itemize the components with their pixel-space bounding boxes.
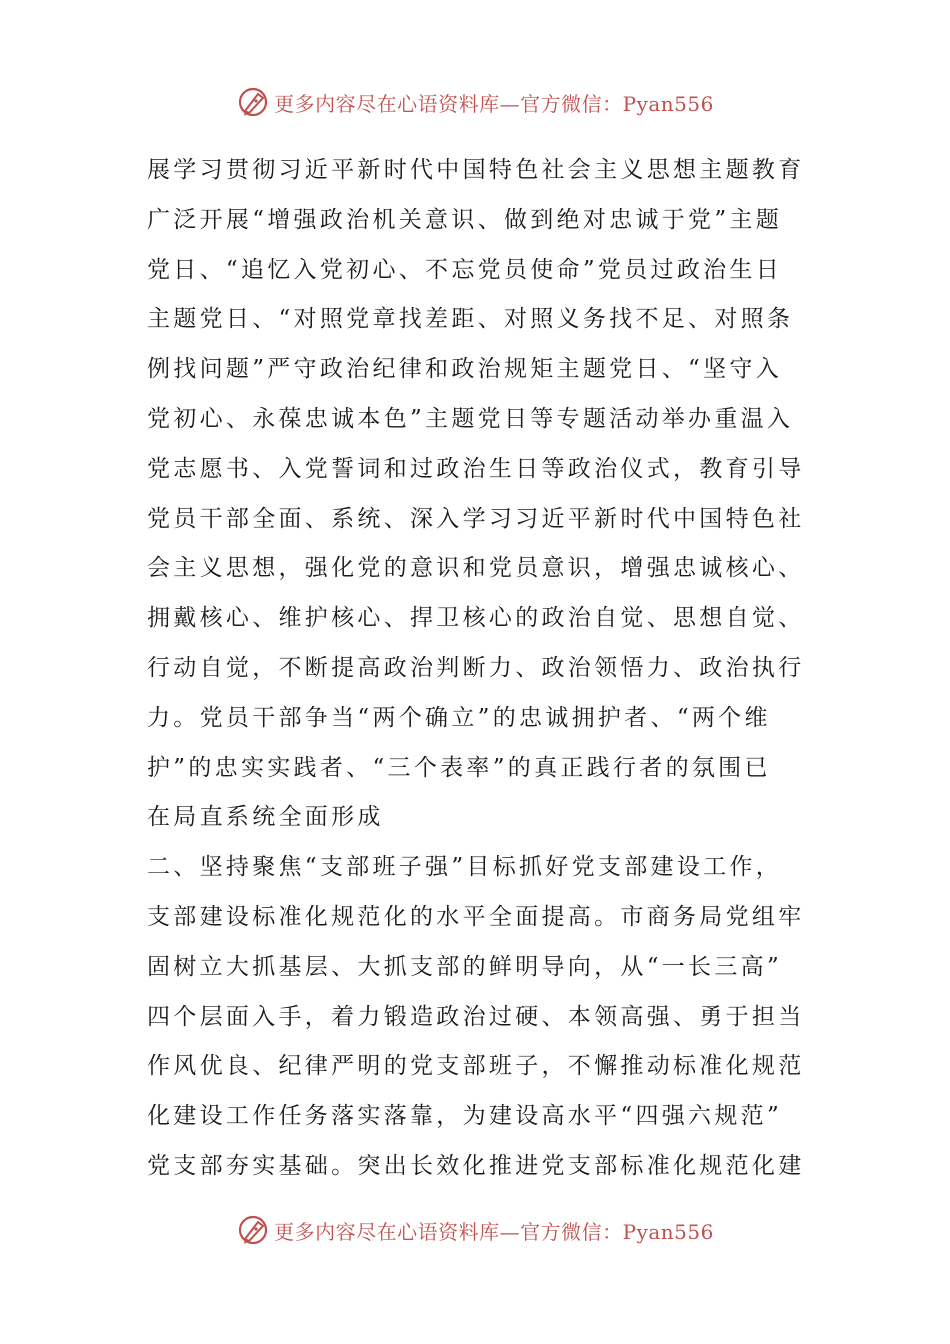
body-line: 党支部夯实基础。突出长效化推进党支部标准化规范化建 bbox=[147, 1152, 805, 1179]
body-line: 固树立大抓基层、大抓支部的鲜明导向，从“一长三高” bbox=[147, 953, 783, 980]
footer-banner bbox=[0, 1210, 950, 1250]
section-heading-line: 二、坚持聚焦“支部班子强”目标抓好党支部建设工作， bbox=[147, 854, 783, 881]
body-line: 广泛开展“增强政治机关意识、做到绝对忠诚于党”主题 bbox=[147, 206, 783, 233]
body-line: 拥戴核心、维护核心、捍卫核心的政治自觉、思想自觉、 bbox=[147, 605, 805, 632]
body-line: 会主义思想，强化党的意识和党员意识，增强忠诚核心、 bbox=[147, 555, 805, 582]
body-line: 展学习贯彻习近平新时代中国特色社会主义思想主题教育 bbox=[147, 157, 805, 183]
document-body bbox=[147, 146, 807, 1192]
body-line: 行动自觉，不断提高政治判断力、政治领悟力、政治执行 bbox=[147, 654, 805, 681]
footer-banner-text: 更多内容尽在心语资料库—官方微信：Pyan556 bbox=[274, 1219, 714, 1244]
body-line: 党日、“追忆入党初心、不忘党员使命”党员过政治生日 bbox=[147, 256, 783, 283]
body-line: 作风优良、纪律严明的党支部班子，不懈推动标准化规范 bbox=[147, 1053, 805, 1080]
body-line: 四个层面入手，着力锻造政治过硬、本领高强、勇于担当 bbox=[147, 1003, 805, 1030]
body-line: 党志愿书、入党誓词和过政治生日等政治仪式，教育引导 bbox=[147, 455, 805, 482]
body-line: 在局直系统全面形成 bbox=[147, 804, 384, 831]
body-line: 主题党日、“对照党章找差距、对照义务找不足、对照条 bbox=[147, 306, 794, 333]
body-line: 党员干部全面、系统、深入学习习近平新时代中国特色社 bbox=[147, 505, 805, 532]
body-line: 化建设工作任务落实落靠，为建设高水平“四强六规范” bbox=[147, 1103, 783, 1130]
body-line: 例找问题”严守政治纪律和政治规矩主题党日、“坚守入 bbox=[147, 356, 783, 383]
pen-nib-logo-icon bbox=[236, 85, 270, 119]
pen-nib-logo-icon bbox=[236, 1213, 270, 1247]
body-line: 护”的忠实实践者、“三个表率”的真正践行者的氛围已 bbox=[147, 754, 771, 781]
body-line: 党初心、永葆忠诚本色”主题党日等专题活动举办重温入 bbox=[147, 405, 794, 432]
body-line: 支部建设标准化规范化的水平全面提高。市商务局党组牢 bbox=[147, 903, 805, 930]
header-banner bbox=[0, 82, 950, 122]
header-banner-text: 更多内容尽在心语资料库—官方微信：Pyan556 bbox=[274, 91, 714, 116]
body-line: 力。党员干部争当“两个确立”的忠诚拥护者、“两个维 bbox=[147, 704, 771, 731]
